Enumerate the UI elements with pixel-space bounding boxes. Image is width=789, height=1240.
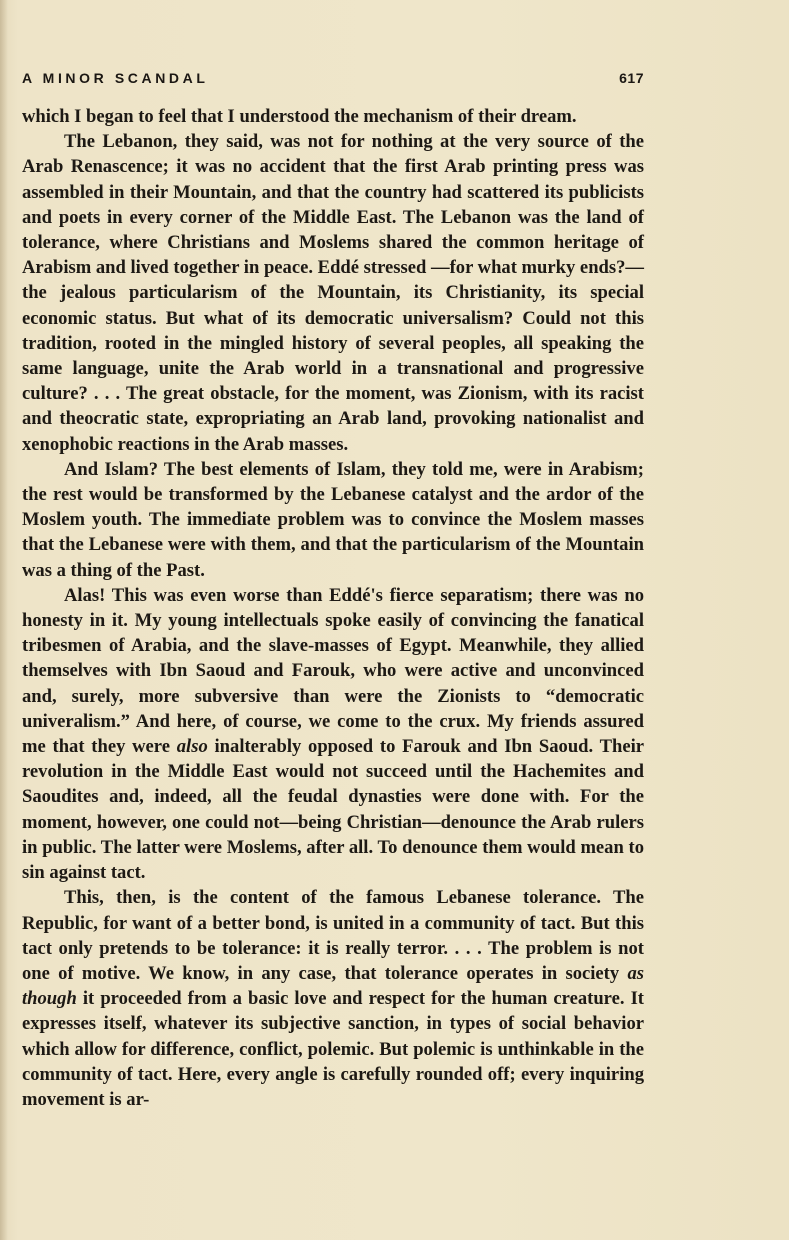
paragraph-text: which I began to feel that I understood the mechanism of their dream. [22,106,577,127]
running-head: A MINOR SCANDAL [22,70,209,86]
page-number: 617 [619,70,644,86]
paragraph-islam [22,457,644,583]
paragraph-lebanon-renascence [22,129,644,457]
paragraph-text: And Islam? The best elements of Islam, they told me, were in Arabism; the rest would be transformed by the Lebanese catalyst and the ardor of the Moslem youth. The immediate problem was to convince the Moslem masses that the Lebanese were with them, and that the particularism of the Mountain was a thing of the Past. [22,458,644,581]
paragraph-continuation [22,104,644,129]
italic-emphasis: as though [22,962,644,1010]
paragraph-text: This, then, is the content of the famous Lebanese tolerance. The Republic, for want of a better bond, is united in a community of tact. But this tact only pretends to be tolerance: it is really terror. . . . The problem is not one of motive. We know, in any case, that tolerance operates in society [22,887,644,984]
body-text [22,104,644,1112]
paragraph-text: it proceeded from a basic love and respect for the human creature. It expresses itself, whatever its subjective sanction, in types of social behavior which allow for difference, conflict, polemic. But polemic is unthinkable in the community of tact. Here, every angle is carefully rounded off; every inquiring movement is ar- [22,988,644,1110]
paragraph-alas [22,583,644,885]
paragraph-text: inalterably opposed to Farouk and Ibn Saoud. Their revolution in the Middle East would not succeed until the Hachemites and Saoudites and, indeed, all the feudal dynasties were done with. For the moment, however, one could not—being Christian—denounce the Arab rulers in public. The latter were Moslems, after all. To denounce them would mean to sin against tact. [22,736,644,884]
paragraph-text: The Lebanon, they said, was not for nothing at the very source of the Arab Renascence; it was no accident that the first Arab printing press was assembled in their Mountain, and that the country had scattered its publicists and poets in every corner of the Middle East. The Lebanon was the land of tolerance, where Christians and Moslems shared the common heritage of Arabism and lived together in peace. Eddé stressed —for what murky ends?—the jealous particularism of the Mountain, its Christianity, its special economic status. But what of its democratic universalism? Could not this tradition, rooted in the mingled history of several peoples, all speaking the same language, unite the Arab world in a transnational and progressive culture? . . . The great obstacle, for the moment, was Zionism, with its racist and theocratic state, expropriating an Arab land, provoking nationalist and xenophobic reactions in the Arab masses. [22,131,644,455]
paragraph-tolerance [22,885,644,1112]
paragraph-text: Alas! This was even worse than Eddé's fierce separatism; there was no honesty in it. My young intellectuals spoke easily of convincing the fanatical tribesmen of Arabia, and the slave-masses of Egypt. Meanwhile, they allied themselves with Ibn Saoud and Farouk, who were active and unconvinced and, surely, more subversive than were the Zionists to “democratic univeralism.” And here, of course, we come to the crux. My friends assured me that they were [22,584,644,758]
italic-emphasis: also [176,736,208,758]
binding-gutter-shadow [0,0,8,1240]
page-header [22,70,644,90]
